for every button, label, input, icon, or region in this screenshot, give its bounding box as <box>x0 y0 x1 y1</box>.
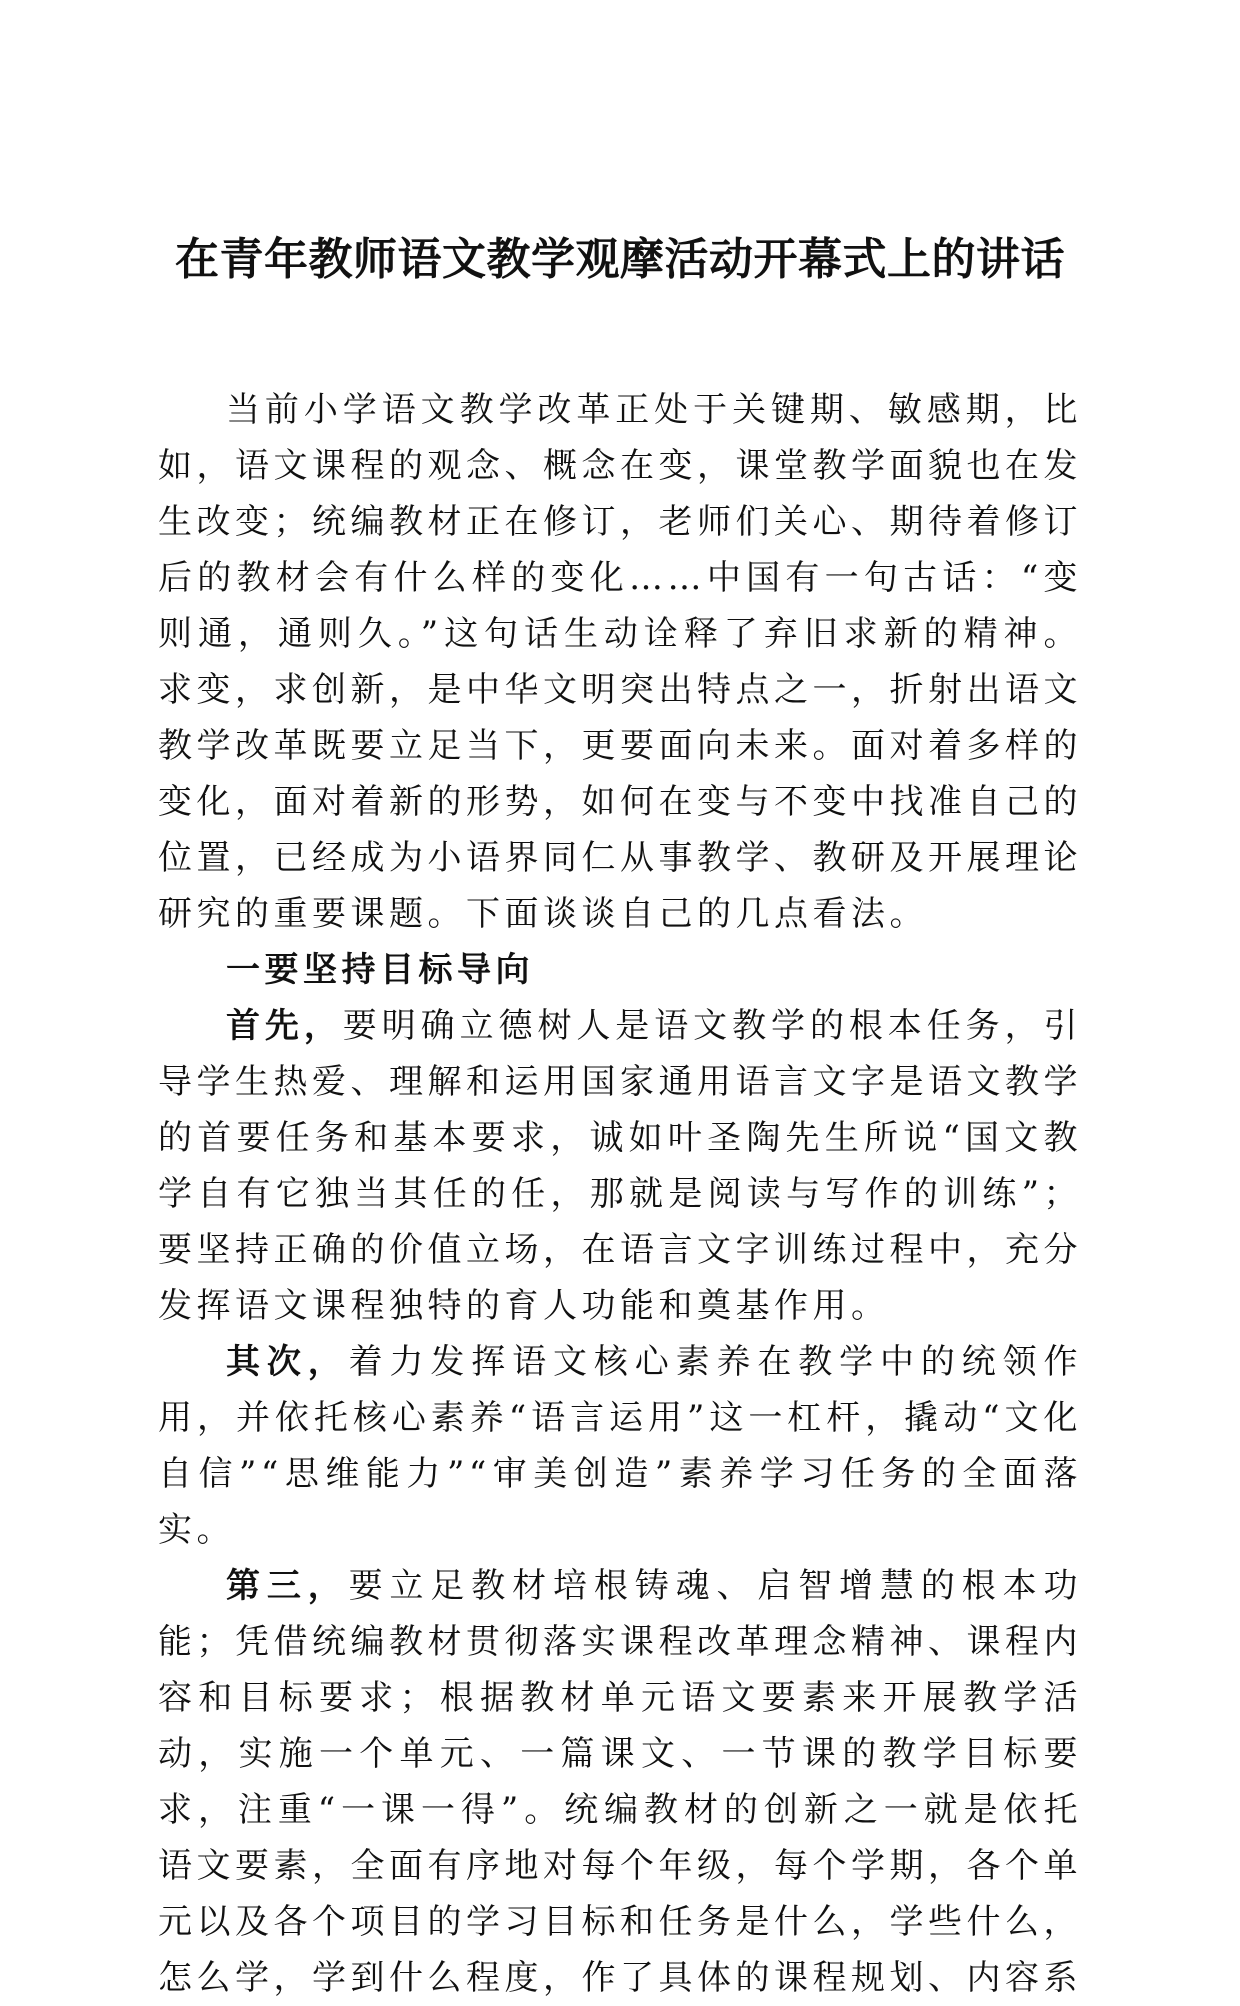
point-text-third: 要立足教材培根铸魂、启智增慧的根本功能；凭借统编教材贯彻落实课程改革理念精神、课程内容和目标要求；根据教材单元语文要素来开展教学活动，实施一个单元、一篇课文、一节课的教学目标要求，注重“一课一得”。统编教材的创新之一就是依托语文要素，全面有序地对每个年级，每个学期，各个单元以及各个项目的学习目标和任务是什么，学些什么，怎么学，学到什么程度，作了具体的课程规划、内容系 <box>158 1566 1082 1998</box>
document-page <box>158 0 1083 1998</box>
document-title: 在青年教师语文教学观摩活动开幕式上的讲话 <box>175 234 1065 285</box>
point-lead-first: 首先， <box>226 1006 343 1046</box>
section-heading: 一要坚持目标导向 <box>226 950 534 990</box>
point-lead-second: 其次， <box>226 1342 349 1382</box>
point-lead-third: 第三， <box>226 1566 349 1606</box>
point-text-first: 要明确立德树人是语文教学的根本任务，引导学生热爱、理解和运用国家通用语言文字是语文教学的首要任务和基本要求，诚如叶圣陶先生所说“国文教学自有它独当其任的任，那就是阅读与写作的训练”；要坚持正确的价值立场，在语言文字训练过程中，充分发挥语文课程独特的育人功能和奠基作用。 <box>158 1006 1083 1326</box>
document-body <box>158 382 1082 2006</box>
point-text-second: 着力发挥语文核心素养在教学中的统领作用，并依托核心素养“语言运用”这一杠杆，撬动“文化自信”“思维能力”“审美创造”素养学习任务的全面落实。 <box>158 1342 1082 1550</box>
point-paragraph-third <box>158 1558 1082 2006</box>
point-paragraph-first <box>158 998 1082 1334</box>
point-paragraph-second <box>158 1334 1082 1558</box>
intro-paragraph: 当前小学语文教学改革正处于关键期、敏感期，比如，语文课程的观念、概念在变，课堂教学面貌也在发生改变；统编教材正在修订，老师们关心、期待着修订后的教材会有什么样的变化……中国有一句古话：“变则通，通则久。”这句话生动诠释了弃旧求新的精神。求变，求创新，是中华文明突出特点之一，折射出语文教学改革既要立足当下，更要面向未来。面对着多样的变化，面对着新的形势，如何在变与不变中找准自己的位置，已经成为小语界同仁从事教学、教研及开展理论研究的重要课题。下面谈谈自己的几点看法。 <box>158 390 1082 934</box>
